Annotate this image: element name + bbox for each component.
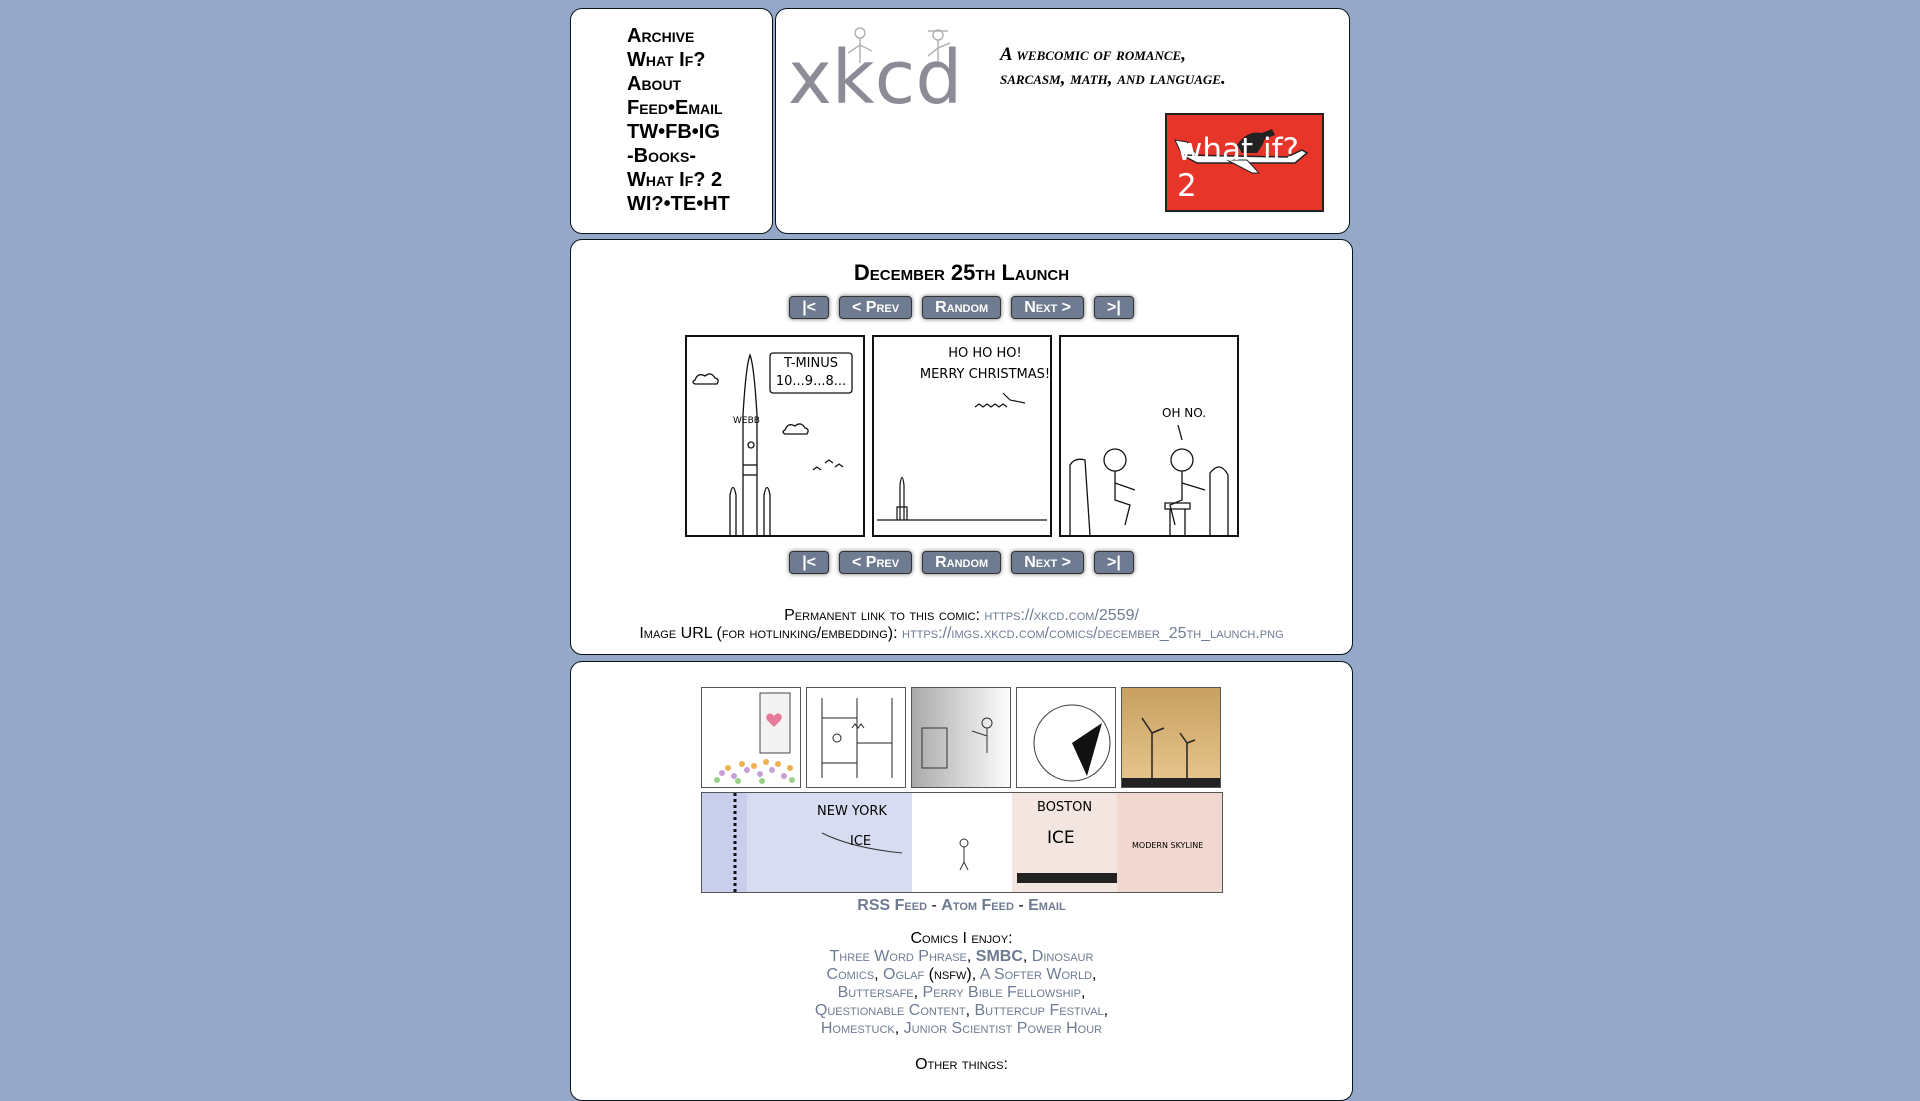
what-if-2-ad[interactable] bbox=[1165, 113, 1324, 212]
image-url-row bbox=[571, 625, 1352, 643]
nav-first-button[interactable]: |< bbox=[789, 296, 829, 319]
link-perry-bible[interactable]: Perry Bible Fellowship bbox=[922, 984, 1081, 1001]
nav-last-button-bottom[interactable]: >| bbox=[1094, 551, 1134, 574]
link-dinosaur-comics[interactable]: Dinosaur bbox=[1031, 948, 1094, 965]
nav-menu-box bbox=[570, 8, 773, 234]
image-url-label: Image URL (for hotlinking/embedding): bbox=[639, 625, 898, 642]
banner-label-ice-2: ICE bbox=[1047, 828, 1075, 848]
nav-next-button[interactable]: Next > bbox=[1011, 296, 1084, 319]
panel-1-sign-line-2: 10...9...8... bbox=[775, 374, 847, 389]
banner-label-new-york: NEW YORK bbox=[817, 804, 887, 819]
menu-what-if[interactable]: What If? bbox=[627, 49, 706, 71]
link-softer-world[interactable]: A Softer World bbox=[979, 966, 1093, 983]
slogan-line-1: A webcomic of romance, bbox=[1000, 44, 1186, 65]
comics-i-enjoy: Comics I enjoy: Three Word Phrase, SMBC, Dinosaur Comics, Oglaf (nsfw), A Softer World, Buttersafe, Perry Bible Fellowship, Questionable Content, Buttercup Festival, Homestuck, Junior Scientist Power Hour Other things: bbox=[571, 930, 1352, 1074]
nav-prev-button[interactable]: < Prev bbox=[839, 296, 912, 319]
link-oglaf[interactable]: Oglaf bbox=[883, 966, 925, 983]
image-url-link[interactable]: https://imgs.xkcd.com/comics/december_25th_launch.png bbox=[902, 625, 1284, 642]
link-homestuck[interactable]: Homestuck bbox=[820, 1020, 895, 1037]
footer-box bbox=[570, 661, 1353, 1101]
nsfw-note: (nsfw), bbox=[924, 966, 980, 983]
nav-first-button-bottom[interactable]: |< bbox=[789, 551, 829, 574]
link-buttercup-festival[interactable]: Buttercup Festival bbox=[974, 1002, 1104, 1019]
feed-links bbox=[571, 897, 1352, 915]
link-questionable-content[interactable]: Questionable Content bbox=[814, 1002, 966, 1019]
panel-2-line-2: MERRY CHRISTMAS! bbox=[919, 367, 1051, 382]
permalink-label: Permanent link to this comic: bbox=[784, 607, 980, 624]
menu-about[interactable]: About bbox=[627, 73, 682, 95]
nav-last-button[interactable]: >| bbox=[1094, 296, 1134, 319]
feed-separator: - bbox=[1013, 897, 1029, 914]
nav-next-button-bottom[interactable]: Next > bbox=[1011, 551, 1084, 574]
ad-text: what if? 2 bbox=[1177, 132, 1299, 204]
thumbnail-gradient-scene[interactable] bbox=[911, 687, 1011, 788]
panel-2 bbox=[877, 393, 1047, 520]
menu-what-if-2[interactable]: What If? 2 bbox=[627, 169, 723, 191]
enjoy-heading: Comics I enjoy: bbox=[910, 930, 1013, 947]
panel-1-sign-line-1: T-MINUS bbox=[784, 356, 838, 371]
email-link[interactable]: Email bbox=[1028, 897, 1066, 914]
menu-archive[interactable]: Archive bbox=[627, 25, 695, 47]
comic-nav-bottom bbox=[571, 551, 1352, 574]
link-smbc[interactable]: SMBC bbox=[975, 948, 1023, 965]
banner-label-ice-1: ICE bbox=[850, 834, 872, 849]
comic-title: December 25th Launch bbox=[853, 260, 1070, 285]
svg-text:xkcd: xkcd bbox=[788, 35, 963, 113]
thumbnail-wind-turbines[interactable] bbox=[1121, 687, 1221, 788]
other-things-heading: Other things: bbox=[915, 1056, 1008, 1073]
panel-2-line-1: HO HO HO! bbox=[948, 346, 1022, 361]
rss-feed-link[interactable]: RSS Feed bbox=[857, 897, 928, 914]
panel-3-speech: OH NO. bbox=[1162, 406, 1207, 420]
feed-separator: - bbox=[927, 897, 942, 914]
banner-label-skyline: MODERN SKYLINE bbox=[1132, 841, 1204, 850]
nav-random-button-bottom[interactable]: Random bbox=[922, 551, 1001, 574]
comic-nav-top bbox=[571, 296, 1352, 319]
thumbnail-candy-heart[interactable] bbox=[701, 687, 801, 788]
nav-random-button[interactable]: Random bbox=[922, 296, 1001, 319]
xkcd-logo[interactable] bbox=[788, 23, 973, 113]
link-three-word-phrase[interactable]: Three Word Phrase bbox=[829, 948, 967, 965]
comic-box bbox=[570, 239, 1353, 655]
menu-wi-te-ht[interactable]: WI?•TE•HT bbox=[627, 193, 730, 215]
thumbnail-row bbox=[701, 687, 1223, 788]
nav-menu bbox=[627, 24, 730, 216]
panel-1-rocket-label: WEBB bbox=[733, 416, 760, 426]
link-jshp[interactable]: Junior Scientist Power Hour bbox=[903, 1020, 1103, 1037]
atom-feed-link[interactable]: Atom Feed bbox=[941, 897, 1014, 914]
slogan bbox=[1000, 43, 1226, 91]
permalink-row bbox=[571, 607, 1352, 625]
menu-feed-email[interactable]: Feed•Email bbox=[627, 97, 723, 119]
slogan-line-2: sarcasm, math, and language. bbox=[1000, 68, 1226, 89]
thumbnail-banner-ice[interactable] bbox=[701, 792, 1223, 893]
header-box bbox=[775, 8, 1350, 234]
thumbnail-circuit[interactable] bbox=[806, 687, 906, 788]
link-dinosaur-comics-2[interactable]: Comics bbox=[826, 966, 875, 983]
panel-3 bbox=[1070, 425, 1228, 535]
comic-image bbox=[685, 335, 1241, 538]
link-buttersafe[interactable]: Buttersafe bbox=[837, 984, 914, 1001]
nav-prev-button-bottom[interactable]: < Prev bbox=[839, 551, 912, 574]
banner-label-boston: BOSTON bbox=[1037, 800, 1093, 815]
thumbnail-pie-chart[interactable] bbox=[1016, 687, 1116, 788]
menu-social[interactable]: TW•FB•IG bbox=[627, 121, 720, 143]
menu-books[interactable]: -Books- bbox=[627, 145, 696, 167]
permalink-link[interactable]: https://xkcd.com/2559/ bbox=[984, 607, 1139, 624]
